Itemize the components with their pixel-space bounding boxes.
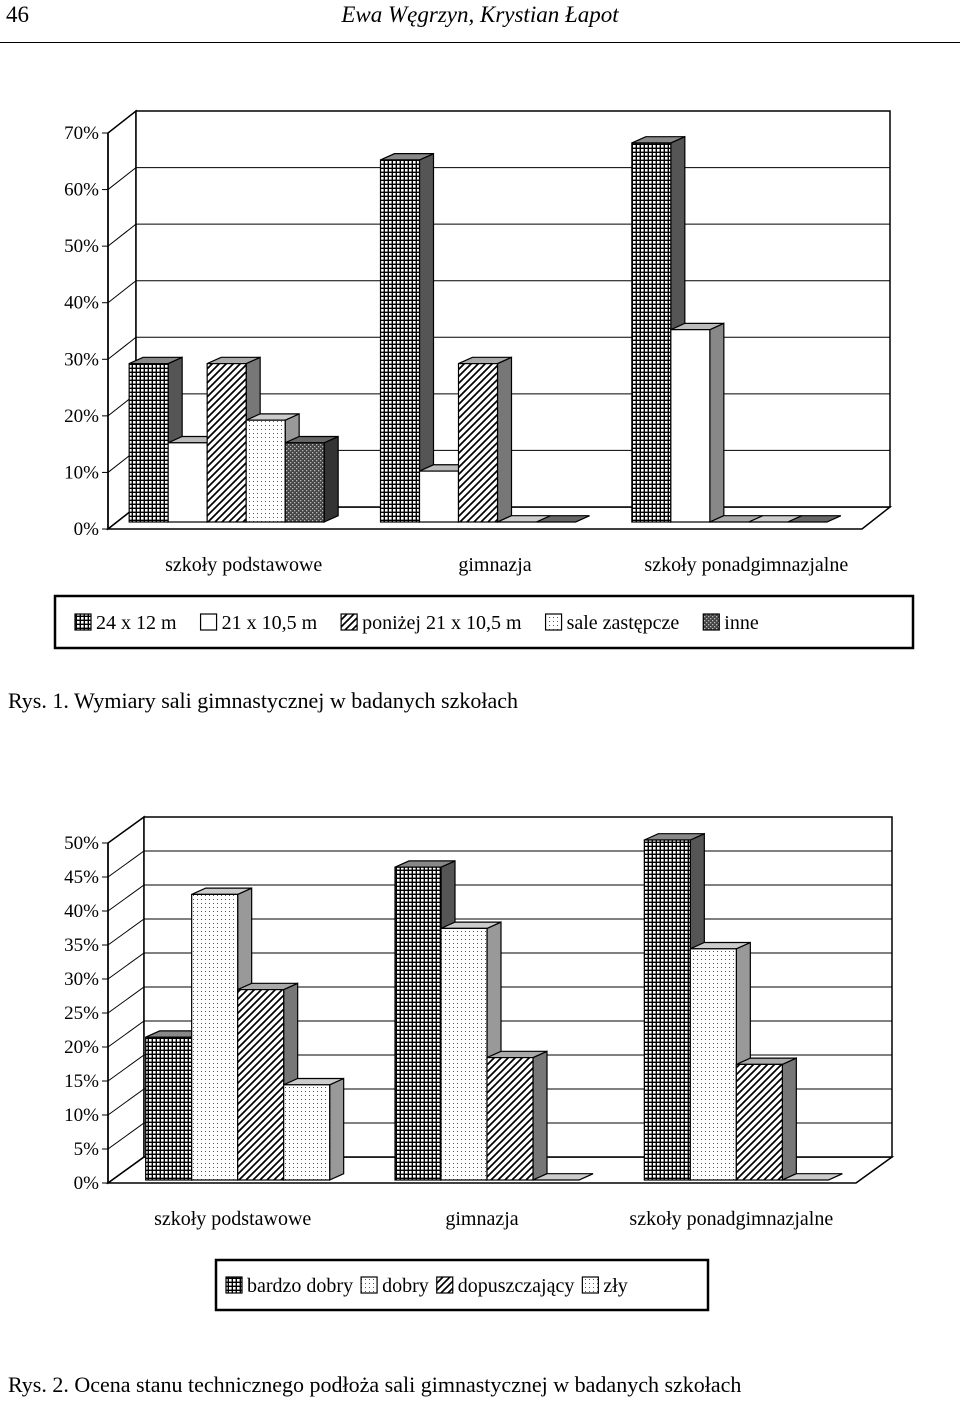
legend-label-2: poniżej 21 x 10,5 m	[362, 612, 522, 634]
bar-s3-c0	[284, 1085, 330, 1180]
legend-swatch-2	[437, 1277, 453, 1293]
category-label: szkoły podstawowe	[154, 1208, 312, 1230]
y-tick-label: 10%	[64, 1105, 99, 1126]
y-tick-label: 50%	[64, 236, 99, 258]
bar-s1-c2	[690, 949, 736, 1180]
legend-label-0: 24 x 12 m	[96, 612, 177, 634]
bar-s1-c0	[192, 894, 238, 1180]
chart-room-dimensions	[0, 100, 960, 655]
category-label: gimnazja	[458, 554, 532, 576]
legend-swatch-1	[201, 614, 217, 630]
bar-s1-c1	[420, 471, 459, 522]
legend-label-1: dobry	[382, 1275, 429, 1297]
legend-label-1: 21 x 10,5 m	[221, 612, 318, 634]
bar-side-s2-c2	[782, 1058, 796, 1180]
y-tick-label: 30%	[64, 349, 99, 371]
y-tick-label: 20%	[64, 405, 99, 427]
y-tick-label: 60%	[64, 179, 99, 201]
bar-side-s3-c0	[330, 1079, 344, 1181]
y-tick-label: 40%	[64, 292, 99, 314]
y-tick-label: 30%	[64, 969, 99, 990]
bar-side-s2-c1	[533, 1051, 547, 1180]
running-title-authors: Ewa Węgrzyn, Krystian Łapot	[341, 2, 619, 27]
bar-s3-c0	[246, 420, 285, 522]
chart-floor-condition	[0, 810, 960, 1325]
y-tick-label: 0%	[73, 1173, 99, 1194]
legend-swatch-3	[546, 614, 562, 630]
bar-s0-c1	[395, 867, 441, 1180]
y-tick-label: 25%	[64, 1003, 99, 1024]
bar-s0-c2	[644, 840, 690, 1180]
y-tick-label: 5%	[73, 1139, 99, 1160]
y-tick-label: 70%	[64, 123, 99, 144]
figure-1-caption: Rys. 1. Wymiary sali gimnastycznej w badanych szkołach	[8, 688, 518, 713]
bar-side-s2-c1	[498, 357, 512, 522]
legend-swatch-4	[703, 614, 719, 630]
y-tick-label: 40%	[64, 901, 99, 922]
y-tick-label: 20%	[64, 1037, 99, 1058]
page-number: 46	[6, 2, 29, 27]
category-label: szkoły ponadgimnazjalne	[629, 1208, 834, 1230]
bar-side-s1-c2	[710, 323, 724, 522]
y-tick-label: 35%	[64, 935, 99, 956]
bar-s2-c2	[736, 1064, 782, 1180]
legend-label-3: zły	[603, 1275, 628, 1297]
legend-label-4: inne	[724, 612, 759, 634]
bar-s0-c0	[146, 1037, 192, 1180]
page-header	[0, 0, 960, 43]
bar-s0-c1	[381, 160, 420, 522]
bar-s1-c2	[671, 330, 710, 522]
bar-s1-c0	[168, 443, 207, 522]
legend-label-3: sale zastępcze	[566, 612, 680, 634]
figure-2-caption: Rys. 2. Ocena stanu technicznego podłoża sali gimnastycznej w badanych szkołach	[8, 1372, 742, 1397]
y-tick-label: 10%	[64, 462, 99, 484]
legend-label-0: bardzo dobry	[247, 1275, 354, 1297]
y-tick-label: 0%	[73, 519, 99, 540]
category-label: gimnazja	[445, 1208, 519, 1230]
y-tick-label: 45%	[64, 867, 99, 888]
legend-label-2: dopuszczający	[457, 1275, 575, 1297]
y-tick-label: 15%	[64, 1071, 99, 1092]
bar-s2-c0	[207, 364, 246, 522]
y-tick-label: 50%	[64, 833, 99, 854]
legend-swatch-3	[582, 1277, 598, 1293]
bar-s2-c1	[459, 364, 498, 522]
bar-s0-c2	[632, 143, 671, 522]
bar-s2-c0	[238, 990, 284, 1180]
legend-swatch-0	[75, 614, 91, 630]
bar-s4-c0	[285, 443, 324, 522]
category-label: szkoły ponadgimnazjalne	[644, 554, 849, 576]
bar-s0-c0	[129, 364, 168, 522]
legend-swatch-0	[226, 1277, 242, 1293]
category-label: szkoły podstawowe	[165, 554, 323, 576]
bar-side-s4-c0	[324, 437, 338, 523]
legend-swatch-1	[361, 1277, 377, 1293]
bar-s1-c1	[441, 928, 487, 1180]
legend-swatch-2	[341, 614, 357, 630]
bar-s2-c1	[487, 1058, 533, 1180]
